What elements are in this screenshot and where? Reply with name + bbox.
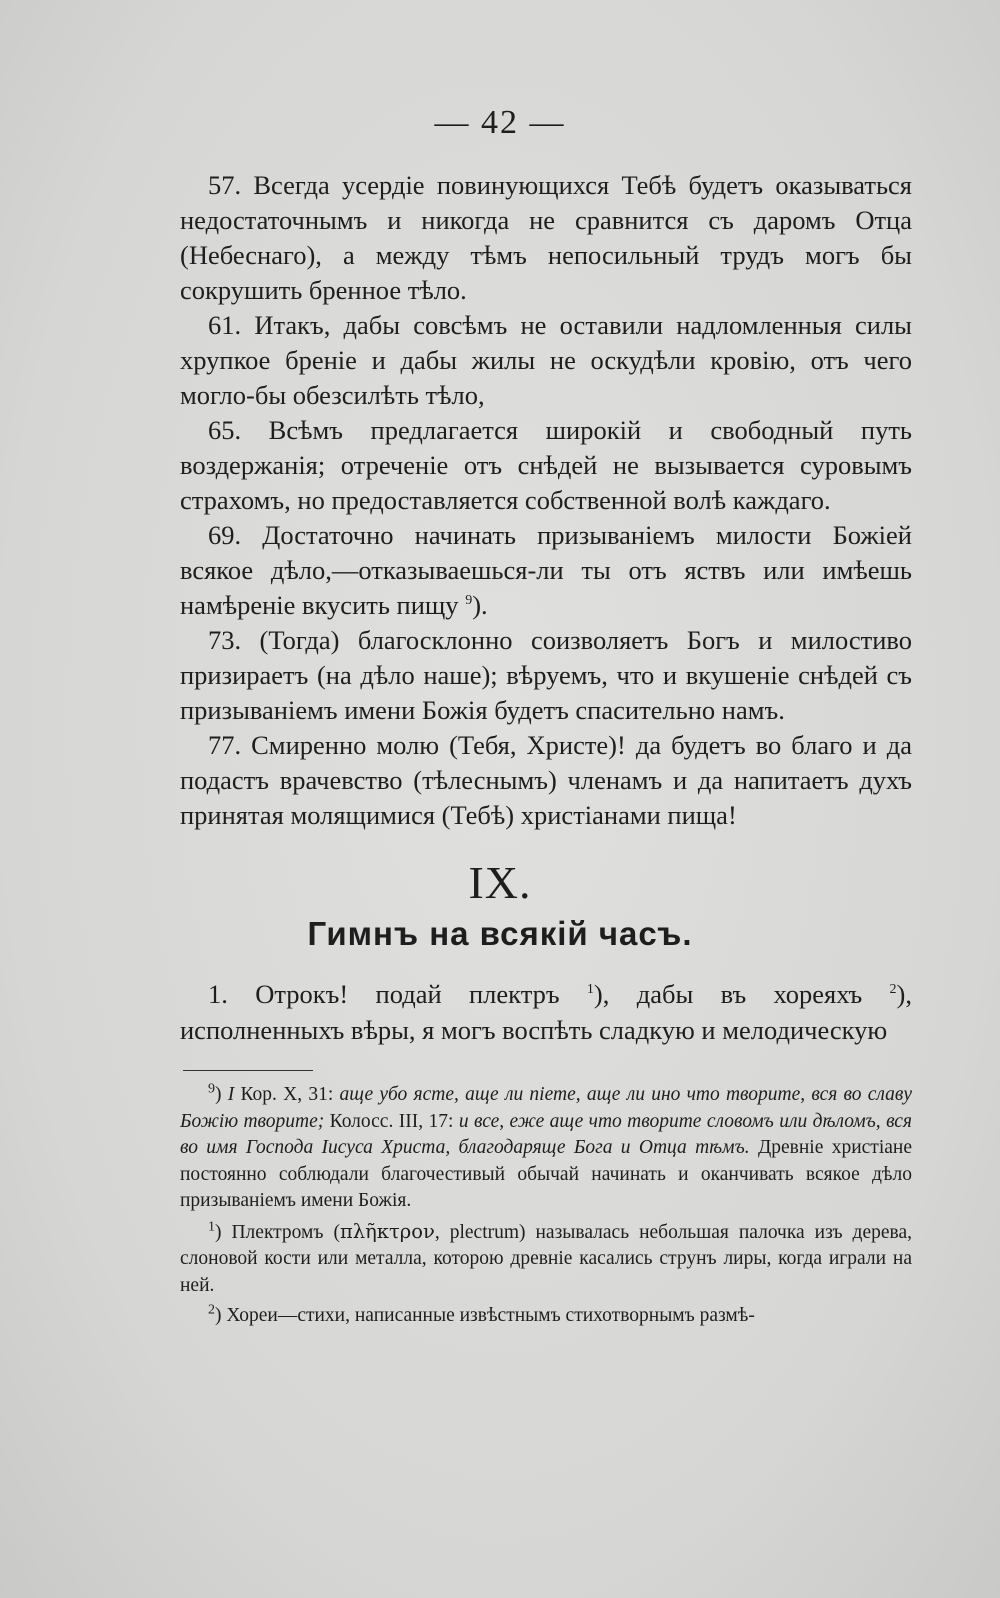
- footnote-9-g: Древніе христіане постоянно соблюдали благочестивый обычай начинать и оканчивать всякое дѣло призываніемъ имени Божія.: [180, 1137, 912, 1211]
- footnote-9-a: ): [215, 1084, 228, 1105]
- footnote-ref-1: 1: [586, 982, 594, 998]
- page-number: — 42 —: [434, 104, 566, 141]
- footnote-divider: [183, 1070, 313, 1071]
- footnote-1-greek: πλῆκτρον: [339, 1219, 435, 1243]
- main-text: [180, 168, 912, 833]
- footnote-9-e: Колосс. III, 17:: [324, 1110, 459, 1132]
- paragraph-69-tail: ).: [472, 590, 488, 620]
- footnote-9-b: I: [227, 1084, 235, 1105]
- footnote-9-c: Кор. X, 31:: [234, 1084, 340, 1105]
- paragraph-61: 61. Итакъ, дабы совсѣмъ не оставили надломленныя силы хрупкое бреніе и дабы жилы не оскудѣли кровію, отъ чего могло-бы обезсилѣть тѣло,: [180, 310, 912, 410]
- paragraph-69-text: 69. Достаточно начинать призываніемъ милости Божіей всякое дѣло,—отказываешься-ли ты отъ яствъ или имѣешь намѣреніе вкусить пищу: [180, 520, 912, 620]
- footnote-1-a: ) Плектромъ (: [215, 1221, 340, 1243]
- footnote-2-mark: 2: [208, 1302, 215, 1318]
- footnote-1-b: , plectrum) называлась небольшая палочка изъ дерева, слоновой кости или металла, которою древніе касались струнъ лиры, когда играли на ней.: [180, 1221, 913, 1296]
- section-number: IX.: [468, 857, 532, 908]
- hymn-verse-1: [180, 976, 912, 1048]
- hymn-text-part2: ), дабы въ хореяхъ: [593, 979, 890, 1009]
- paragraph-65: 65. Всѣмъ предлагается широкій и свободный путь воздержанія; отреченіе отъ снѣдей не вызывается суровымъ страхомъ, но предоставляется собственной волѣ каждаго.: [180, 415, 912, 515]
- hymn-title: Гимнъ на всякій часъ.: [307, 915, 693, 952]
- footnotes: [180, 1082, 912, 1334]
- hymn-text: [180, 976, 912, 1048]
- paragraph-69: [180, 518, 912, 623]
- footnote-9-quote-1: аще убо ясте, аще ли піете, аще ли ино что творите, вся во славу Божію творите;: [180, 1084, 912, 1132]
- footnote-9-mark: 9: [208, 1081, 215, 1097]
- footnote-ref-9: 9: [465, 593, 473, 609]
- paragraph-77: 77. Смиренно молю (Тебя, Христе)! да будетъ во благо и да подастъ врачевство (тѣлеснымъ) членамъ и да напитаетъ духъ принятая молящимися (Тебѣ) христіанами пища!: [180, 730, 912, 830]
- footnote-9-quote-2: и все, еже аще что творите словомъ или дѣломъ, вся во имя Господа Іисуса Христа, благодаряще Бога и Отца тѣмъ.: [180, 1110, 912, 1158]
- footnote-2: [180, 1303, 912, 1330]
- footnote-2-a: ) Хореи—стихи, написанные извѣстнымъ стихотворнымъ размѣ-: [215, 1305, 755, 1326]
- hymn-text-part1: 1. Отрокъ! подай плектръ: [208, 979, 587, 1009]
- paragraph-57: 57. Всегда усердіе повинующихся Тебѣ будетъ оказываться недостаточнымъ и никогда не сравнится съ даромъ Отца (Небеснаго), а между тѣмъ непосильный трудъ могъ бы сокрушить бренное тѣло.: [180, 170, 912, 305]
- paragraph-73: 73. (Тогда) благосклонно соизволяетъ Богъ и милостиво призираетъ (на дѣло наше); вѣруемъ, что и вкушеніе снѣдей съ призываніемъ имени Божія будетъ спасительно намъ.: [180, 625, 912, 725]
- footnote-9: [180, 1082, 912, 1215]
- footnote-1: [180, 1219, 912, 1300]
- footnote-1-mark: 1: [208, 1219, 215, 1234]
- footnote-ref-2: 2: [889, 982, 897, 998]
- hymn-text-part3: ), исполненныхъ вѣры, я могъ воспѣть сладкую и мелодическую: [180, 979, 912, 1045]
